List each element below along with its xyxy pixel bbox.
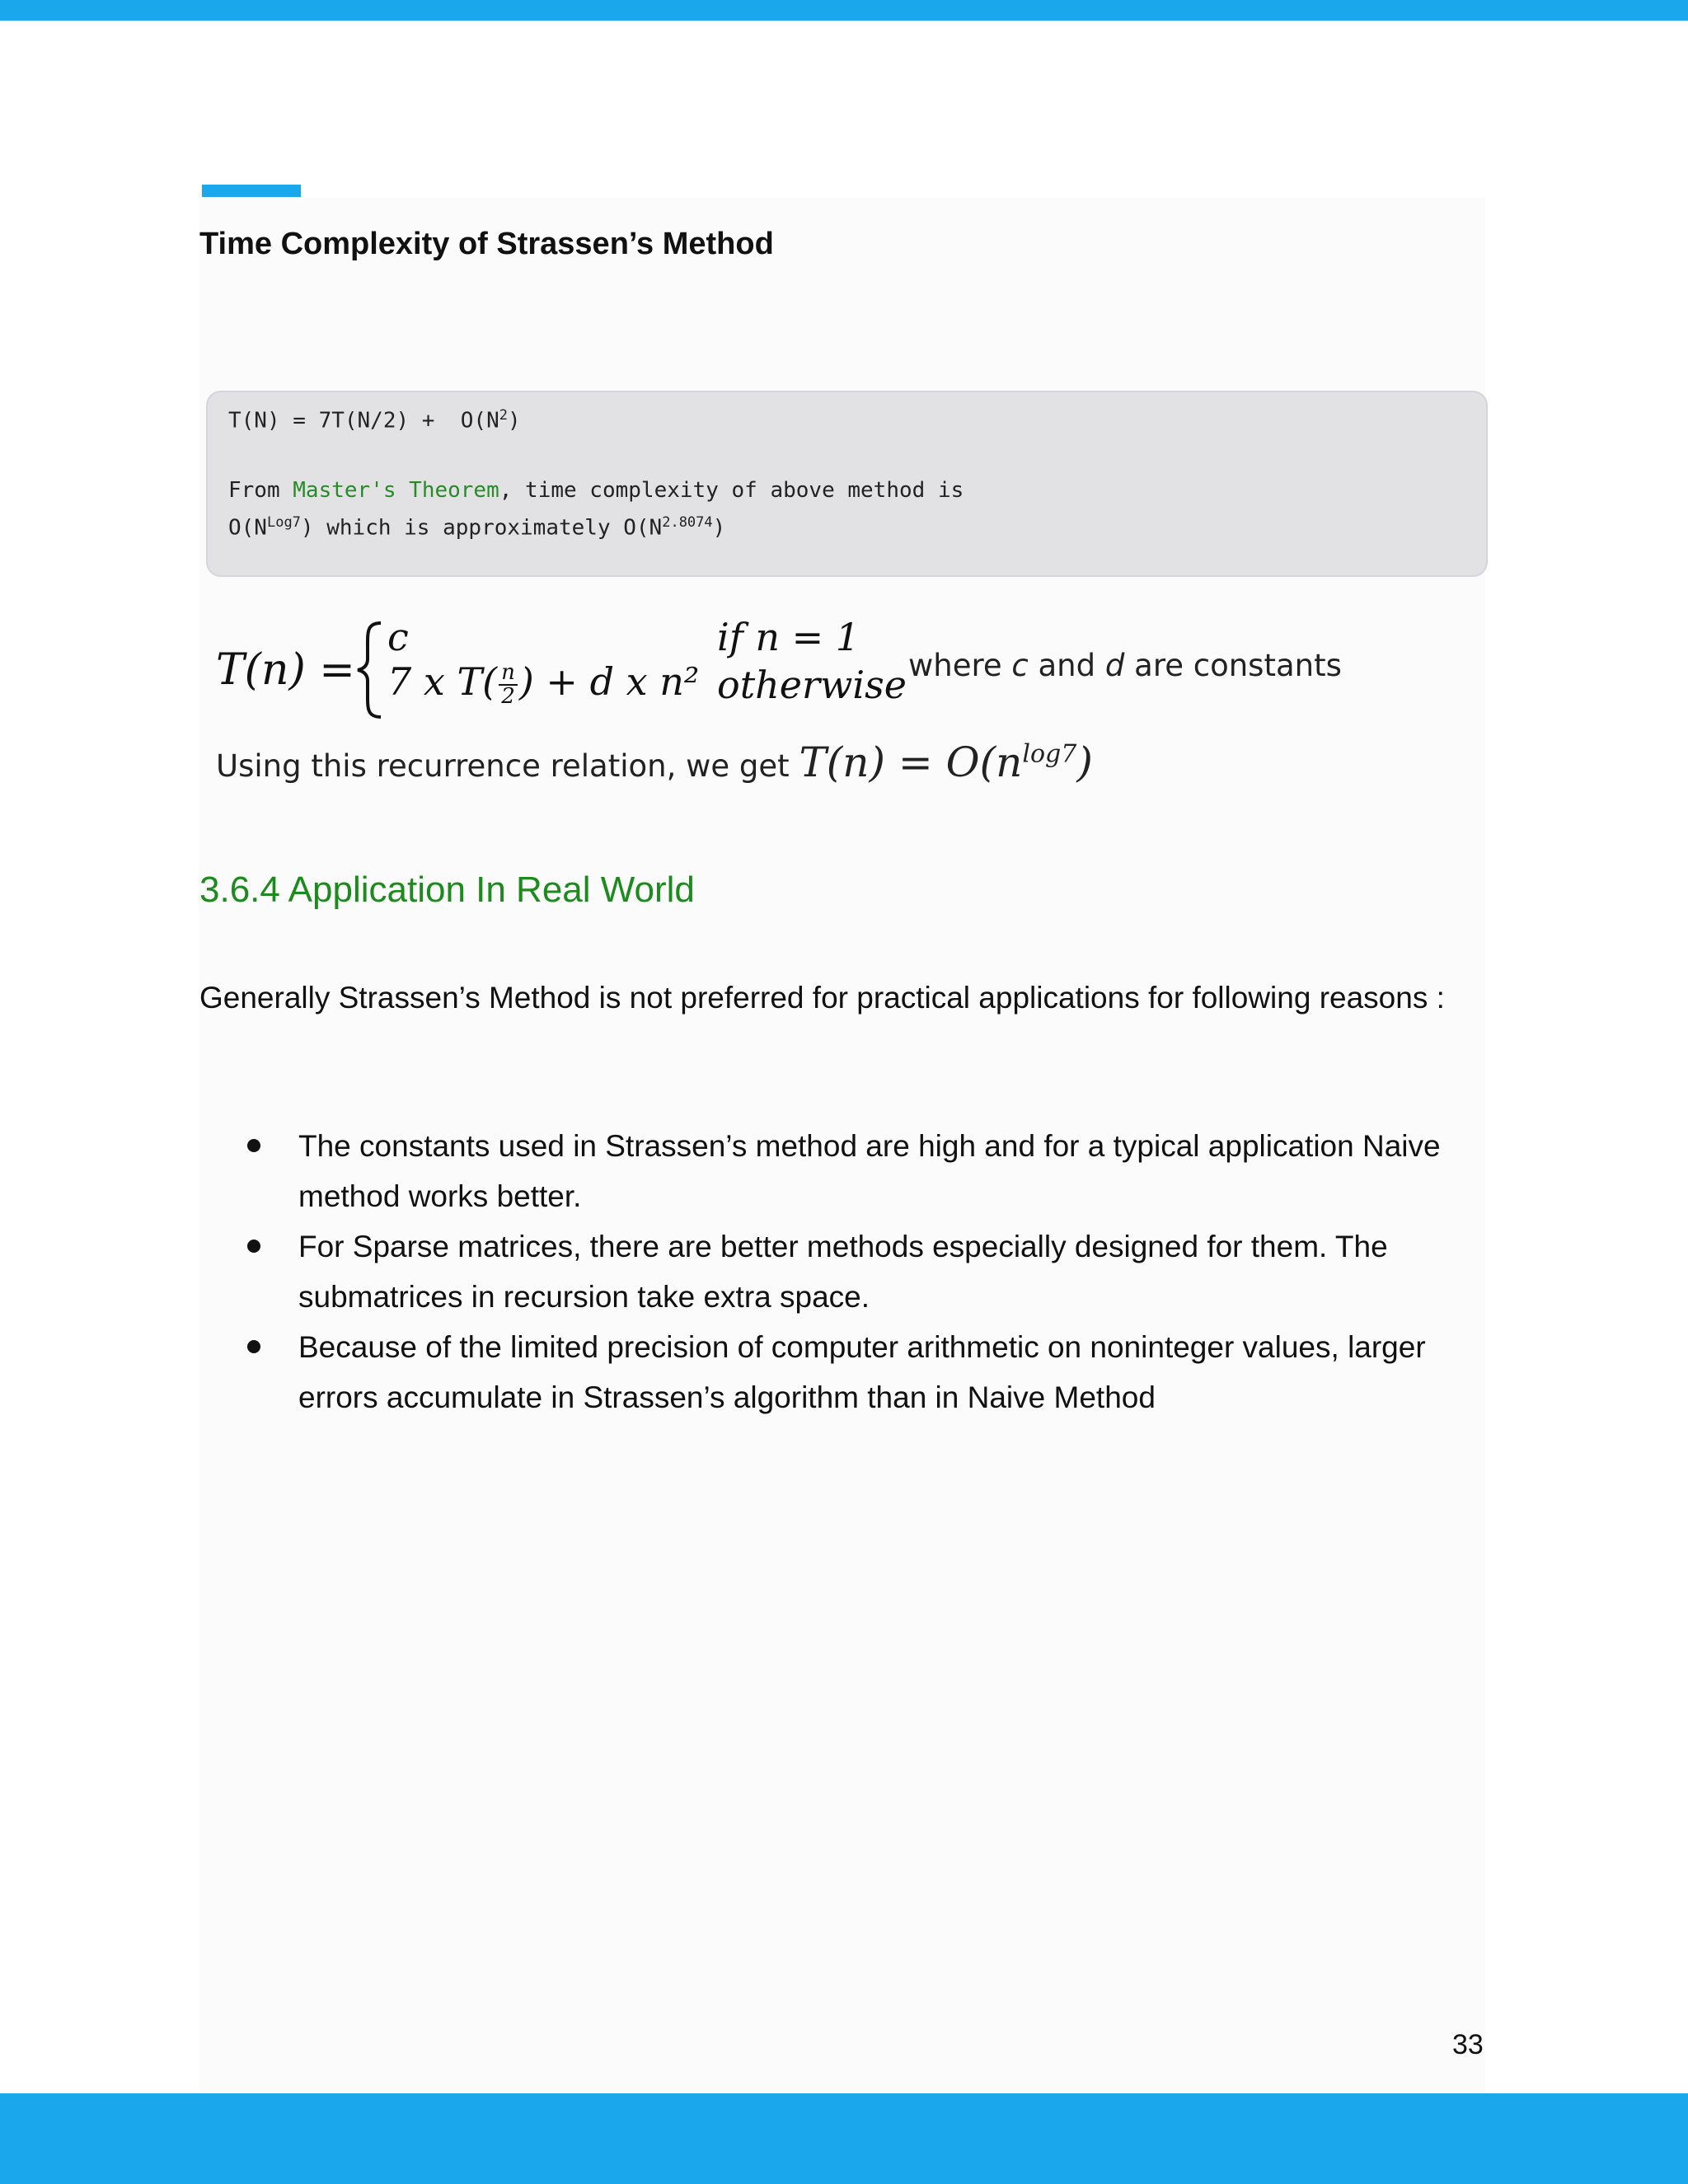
case-2-condition: otherwise: [717, 663, 907, 707]
note-text: and: [1028, 648, 1105, 683]
list-item: [247, 1322, 1467, 1422]
recurrence-equation: [213, 616, 1383, 724]
note-var-c: c: [1011, 648, 1029, 683]
bullet-icon: [247, 1240, 260, 1253]
case-2-prefix: 7 x T(: [387, 659, 498, 704]
bullet-icon: [247, 1340, 260, 1353]
code-superscript: 2.8074: [662, 514, 713, 531]
code-highlight: Master's Theorem: [293, 478, 499, 503]
top-accent-band: [0, 0, 1688, 21]
code-superscript: 2: [499, 407, 508, 424]
code-superscript: Log7: [266, 514, 301, 531]
bullet-icon: [247, 1139, 260, 1152]
note-text: are constants: [1124, 648, 1342, 683]
result-math-exponent: log7: [1022, 739, 1077, 769]
page-number: 33: [1452, 2029, 1484, 2060]
case-2-expression: [387, 659, 699, 708]
fraction-denominator: 2: [501, 684, 515, 709]
recurrence-result-line: [216, 738, 1093, 786]
code-text: From: [228, 478, 293, 503]
constants-note: [908, 648, 1342, 683]
code-line-recurrence: [228, 407, 521, 434]
result-math-base: T(n) = O(n: [799, 738, 1023, 786]
result-math: [799, 738, 1092, 786]
heading-accent-rule: [202, 185, 301, 197]
case-2-suffix: ) + d x n²: [518, 659, 700, 704]
left-brace-icon: [353, 620, 386, 720]
code-text: ) which is approximately O(N: [300, 515, 663, 541]
subsection-heading: 3.6.4 Application In Real World: [199, 869, 695, 910]
fraction-n-over-2: [499, 659, 518, 709]
note-var-d: d: [1104, 648, 1125, 683]
code-text: , time complexity of above method is: [499, 478, 964, 503]
intro-paragraph: Generally Strassen’s Method is not preferred for practical applications for following reasons :: [199, 981, 1445, 1015]
code-text: ): [507, 408, 521, 434]
case-1-expression: c: [387, 615, 409, 659]
code-line-master-theorem: [228, 478, 964, 503]
result-math-close: ): [1076, 738, 1093, 786]
fraction-numerator: n: [499, 662, 518, 686]
code-snippet-box: [206, 391, 1488, 577]
section-heading: Time Complexity of Strassen’s Method: [199, 227, 774, 261]
list-item-text: For Sparse matrices, there are better methods especially designed for them. The submatrices in recursion take extra space.: [298, 1230, 1388, 1314]
case-1-condition: if n = 1: [717, 615, 860, 659]
list-item: [247, 1221, 1467, 1322]
code-text: ): [712, 515, 726, 541]
list-item-text: The constants used in Strassen’s method are high and for a typical application Naive method works better.: [298, 1129, 1441, 1213]
reasons-list: [247, 1121, 1467, 1422]
list-item: [247, 1121, 1467, 1221]
recurrence-lhs: T(n) =: [216, 645, 355, 695]
code-text: T(N) = 7T(N/2) + O(N: [228, 408, 499, 434]
code-text: O(N: [228, 515, 267, 541]
note-text: where: [908, 648, 1012, 683]
code-line-result: [228, 514, 725, 541]
list-item-text: Because of the limited precision of computer arithmetic on noninteger values, larger errors accumulate in Strassen’s algorithm than in Naive Method: [298, 1330, 1426, 1414]
result-text: Using this recurrence relation, we get: [216, 748, 799, 784]
bottom-accent-band: [0, 2093, 1688, 2184]
